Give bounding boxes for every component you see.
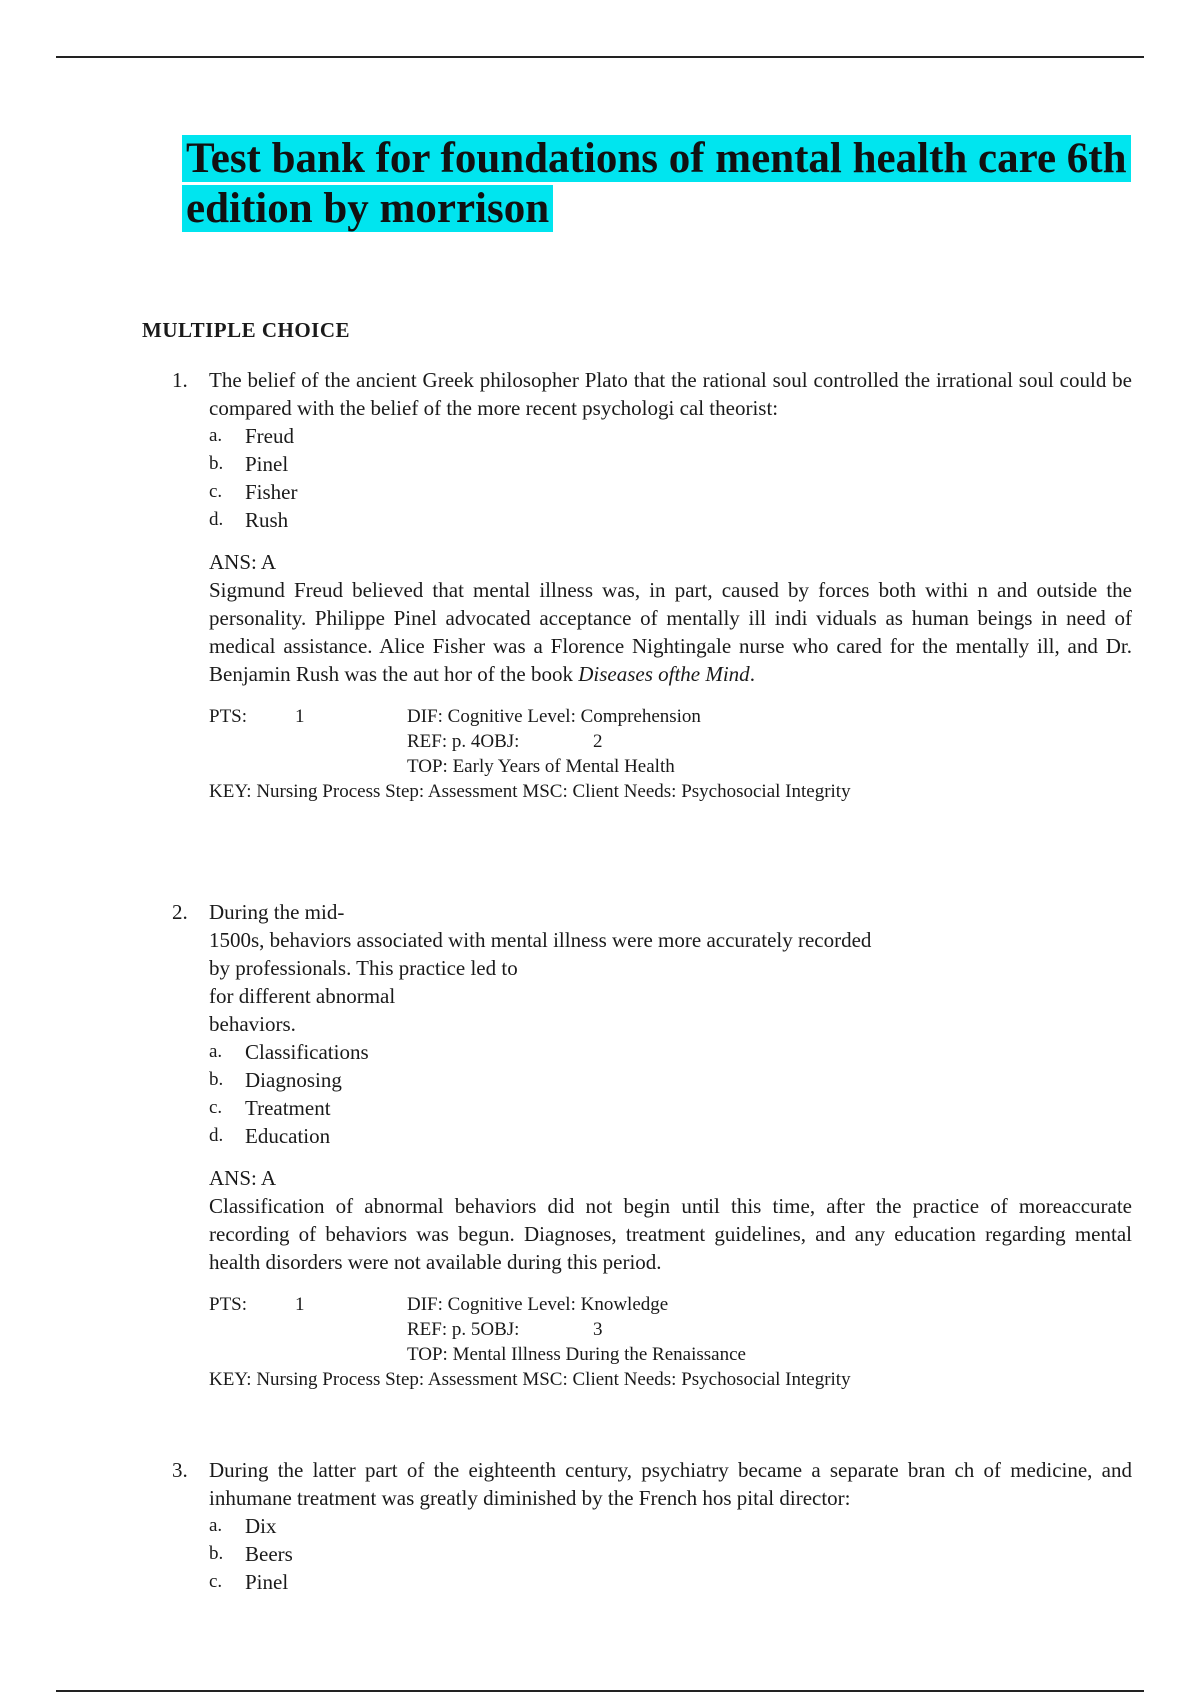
- option-letter: a.: [209, 1515, 223, 1536]
- question-3: [172, 1456, 1132, 1596]
- pts-label: PTS:: [209, 706, 248, 727]
- option-letter: c.: [209, 481, 223, 502]
- bottom-rule: [56, 1690, 1144, 1692]
- option-letter: b.: [209, 453, 224, 474]
- title-highlight: Test bank for foundations of mental health care 6th edition by morrison: [182, 135, 1131, 232]
- options-list: [209, 1038, 1132, 1150]
- option-letter: b.: [209, 1069, 224, 1090]
- option-c: [209, 478, 1132, 506]
- rationale-text: Sigmund Freud believed that mental illness was, in part, caused by forces both withi n and outside the personality. Philippe Pinel advocated acceptance of mentally ill indi viduals as human beings in need of medical assistance. Alice Fisher was a Florence Nightingale nurse who cared for the mentally ill, and Dr. Benjamin Rush was the aut hor of the book: [209, 578, 1132, 686]
- title-block: [182, 134, 1182, 234]
- rationale: Classification of abnormal behaviors did not begin until this time, after the practice of moreaccurate recording of behaviors was begun. Diagnoses, treatment guidelines, and any education regarding mental health disorders were not available during this period.: [209, 1194, 1132, 1274]
- question-stem: The belief of the ancient Greek philosopher Plato that the rational soul controlled the irrational soul could be compared with the belief of the more recent psychologi cal theorist:: [209, 368, 1132, 420]
- option-text: Rush: [245, 508, 289, 532]
- stem-line: for different abnormal: [209, 984, 396, 1008]
- option-c: [209, 1094, 1132, 1122]
- option-letter: d.: [209, 1125, 224, 1146]
- answer-line: ANS: A: [209, 550, 277, 574]
- option-a: [209, 1038, 1132, 1066]
- stem-line: behaviors.: [209, 1012, 296, 1036]
- options-list: [209, 422, 1132, 534]
- stem-line: by professionals. This practice led to: [209, 956, 518, 980]
- key-line: KEY: Nursing Process Step: Assessment MSC: Client Needs: Psychosocial Integrity: [209, 1369, 851, 1390]
- option-d: [209, 506, 1132, 534]
- question-stem: During the latter part of the eighteenth century, psychiatry became a separate bran ch of medicine, and inhumane treatment was greatly diminished by the French hos pital director:: [209, 1458, 1132, 1510]
- option-letter: c.: [209, 1097, 223, 1118]
- question-1: [172, 366, 1132, 804]
- option-text: Diagnosing: [245, 1068, 342, 1092]
- option-c: [209, 1568, 1132, 1596]
- obj-value: 2: [593, 731, 603, 752]
- document-title: [182, 134, 1182, 234]
- option-b: [209, 450, 1132, 478]
- obj-value: 3: [593, 1319, 603, 1340]
- option-letter: b.: [209, 1543, 224, 1564]
- option-b: [209, 1066, 1132, 1094]
- key-line: KEY: Nursing Process Step: Assessment MSC: Client Needs: Psychosocial Integrity: [209, 781, 851, 802]
- option-text: Classifications: [245, 1040, 369, 1064]
- question-2: [172, 898, 1132, 1392]
- top-rule: [56, 56, 1144, 58]
- rationale: [209, 576, 1132, 688]
- question-stem: [209, 898, 1132, 1038]
- option-letter: d.: [209, 509, 224, 530]
- stem-line: 1500s, behaviors associated with mental illness were more accurately recorded: [209, 928, 872, 952]
- question-number: 1.: [172, 368, 188, 392]
- option-text: Education: [245, 1124, 331, 1148]
- pts-value: 1: [295, 706, 305, 727]
- question-number: 3.: [172, 1458, 188, 1482]
- question-number: 2.: [172, 900, 188, 924]
- dif-line: DIF: Cognitive Level: Knowledge: [407, 1294, 669, 1315]
- option-text: Freud: [245, 424, 294, 448]
- ref-line: REF: p. 5OBJ:: [407, 1319, 520, 1340]
- section-heading: MULTIPLE CHOICE: [142, 318, 351, 342]
- top-line: TOP: Mental Illness During the Renaissance: [407, 1344, 746, 1365]
- option-text: Beers: [245, 1542, 293, 1566]
- option-text: Pinel: [245, 1570, 289, 1594]
- options-list: [209, 1512, 1132, 1596]
- question-metadata: [209, 1292, 1132, 1392]
- pts-label: PTS:: [209, 1294, 248, 1315]
- option-a: [209, 422, 1132, 450]
- option-text: Treatment: [245, 1096, 331, 1120]
- option-text: Fisher: [245, 480, 298, 504]
- option-a: [209, 1512, 1132, 1540]
- option-b: [209, 1540, 1132, 1568]
- stem-line: During the mid-: [209, 900, 345, 924]
- book-title: Diseases ofthe Mind: [578, 662, 750, 686]
- top-line: TOP: Early Years of Mental Health: [407, 756, 675, 777]
- option-letter: c.: [209, 1571, 223, 1592]
- option-d: [209, 1122, 1132, 1150]
- ref-line: REF: p. 4OBJ:: [407, 731, 520, 752]
- pts-value: 1: [295, 1294, 305, 1315]
- answer-line: ANS: A: [209, 1166, 277, 1190]
- option-letter: a.: [209, 1041, 223, 1062]
- dif-line: DIF: Cognitive Level: Comprehension: [407, 706, 701, 727]
- option-text: Dix: [245, 1514, 277, 1538]
- rationale-end: .: [749, 662, 755, 686]
- option-letter: a.: [209, 425, 223, 446]
- question-metadata: [209, 704, 1132, 804]
- option-text: Pinel: [245, 452, 289, 476]
